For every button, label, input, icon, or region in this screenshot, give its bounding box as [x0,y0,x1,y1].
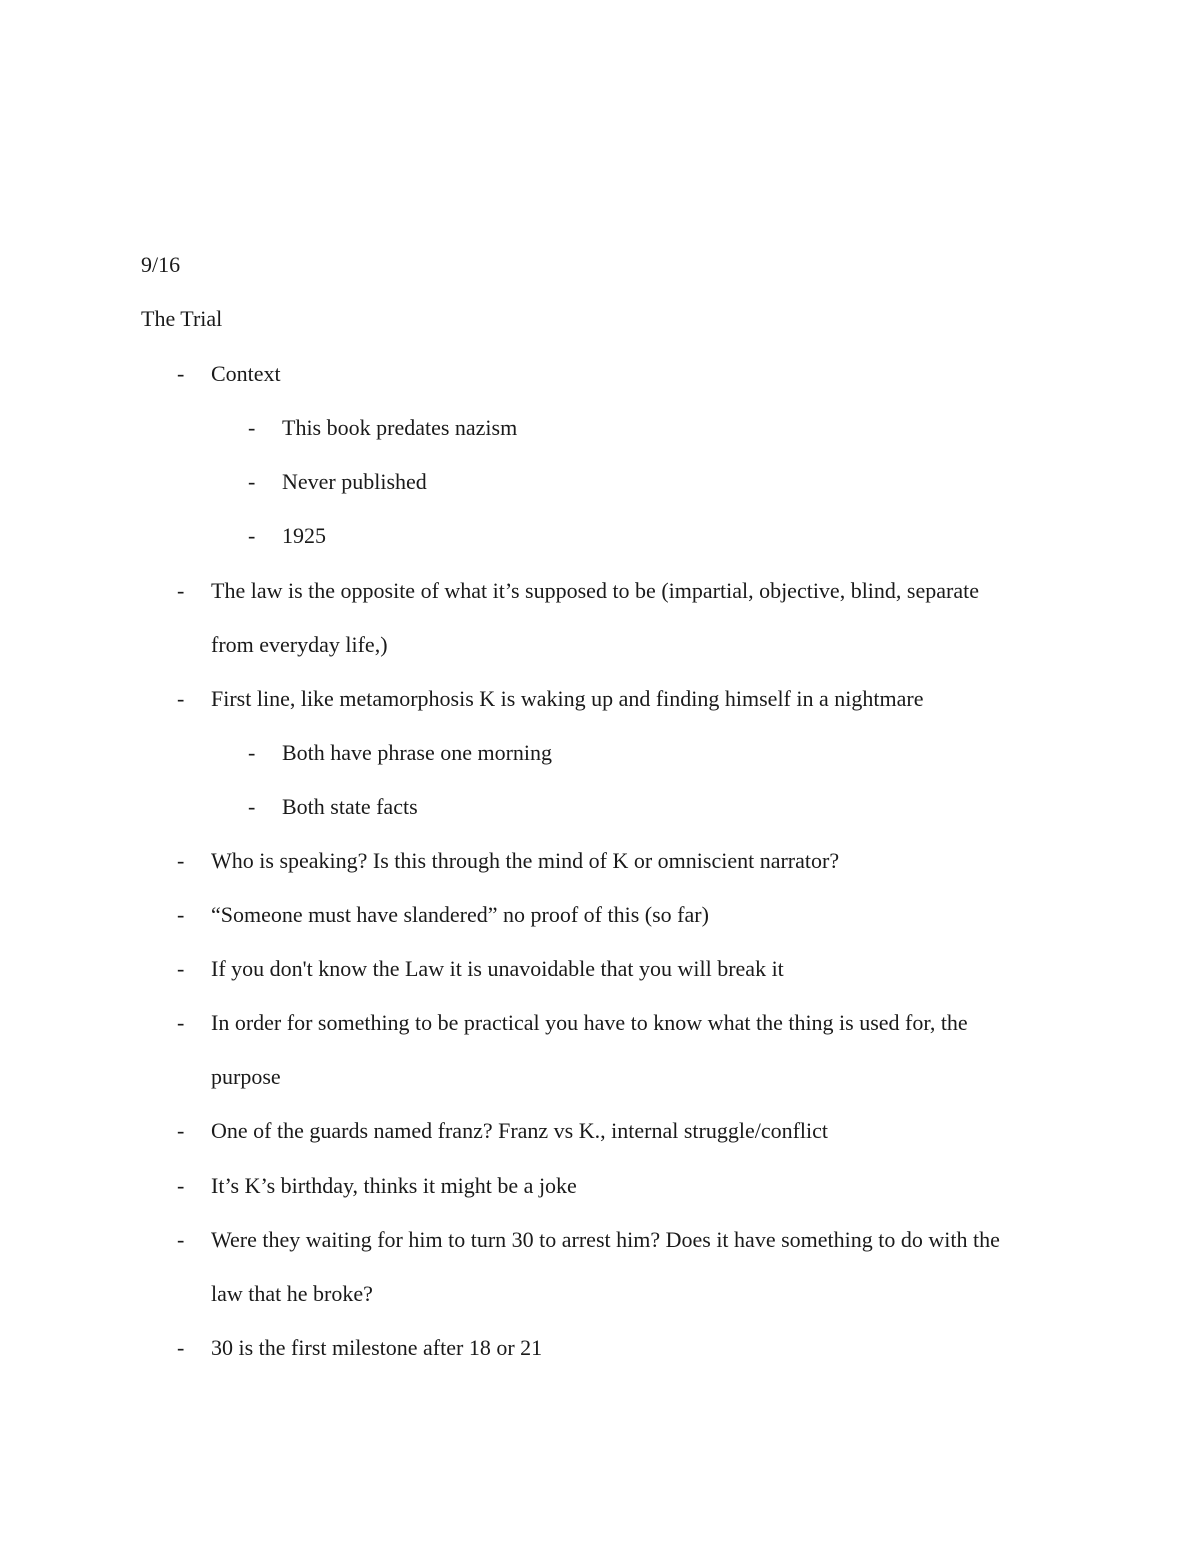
list-item-line: from everyday life,) [211,632,388,657]
list-item: If you don't know the Law it is unavoidable that you will break it [211,956,784,981]
bullet-dash: - [177,578,185,603]
sub-list-item: Both state facts [282,794,418,819]
sub-list-item: This book predates nazism [282,415,518,440]
list-item-line: The law is the opposite of what it’s supposed to be (impartial, objective, blind, separate [211,578,979,603]
sub-list-item: Never published [282,469,427,494]
bullet-dash: - [177,686,185,711]
sub-list-item: Both have phrase one morning [282,740,553,765]
bullet-dash: - [248,523,256,548]
bullet-dash: - [248,415,256,440]
list-item-context: Context [211,361,281,386]
bullet-dash: - [248,469,256,494]
note-title: The Trial [141,306,223,331]
list-item: It’s K’s birthday, thinks it might be a joke [211,1173,577,1198]
bullet-dash: - [177,902,185,927]
bullet-dash: - [177,956,185,981]
bullet-dash: - [177,848,185,873]
list-item-line: Were they waiting for him to turn 30 to arrest him? Does it have something to do with the [211,1227,1000,1252]
list-item-line: In order for something to be practical you have to know what the thing is used for, the [211,1010,968,1035]
bullet-dash: - [177,1118,185,1143]
bullet-dash: - [177,1227,185,1252]
sub-list-item: 1925 [282,523,326,548]
list-item: One of the guards named franz? Franz vs K., internal struggle/conflict [211,1118,829,1143]
bullet-dash: - [177,1335,185,1360]
list-item: Who is speaking? Is this through the mind of K or omniscient narrator? [211,848,840,873]
list-item: “Someone must have slandered” no proof of this (so far) [211,902,709,927]
bullet-dash: - [177,361,185,386]
bullet-dash: - [177,1173,185,1198]
bullet-dash: - [248,740,256,765]
bullet-dash: - [177,1010,185,1035]
note-date: 9/16 [141,252,181,277]
bullet-dash: - [248,794,256,819]
list-item: 30 is the first milestone after 18 or 21 [211,1335,543,1360]
list-item-line: law that he broke? [211,1281,373,1306]
list-item: First line, like metamorphosis K is waking up and finding himself in a nightmare [211,686,924,711]
list-item-line: purpose [211,1064,281,1089]
